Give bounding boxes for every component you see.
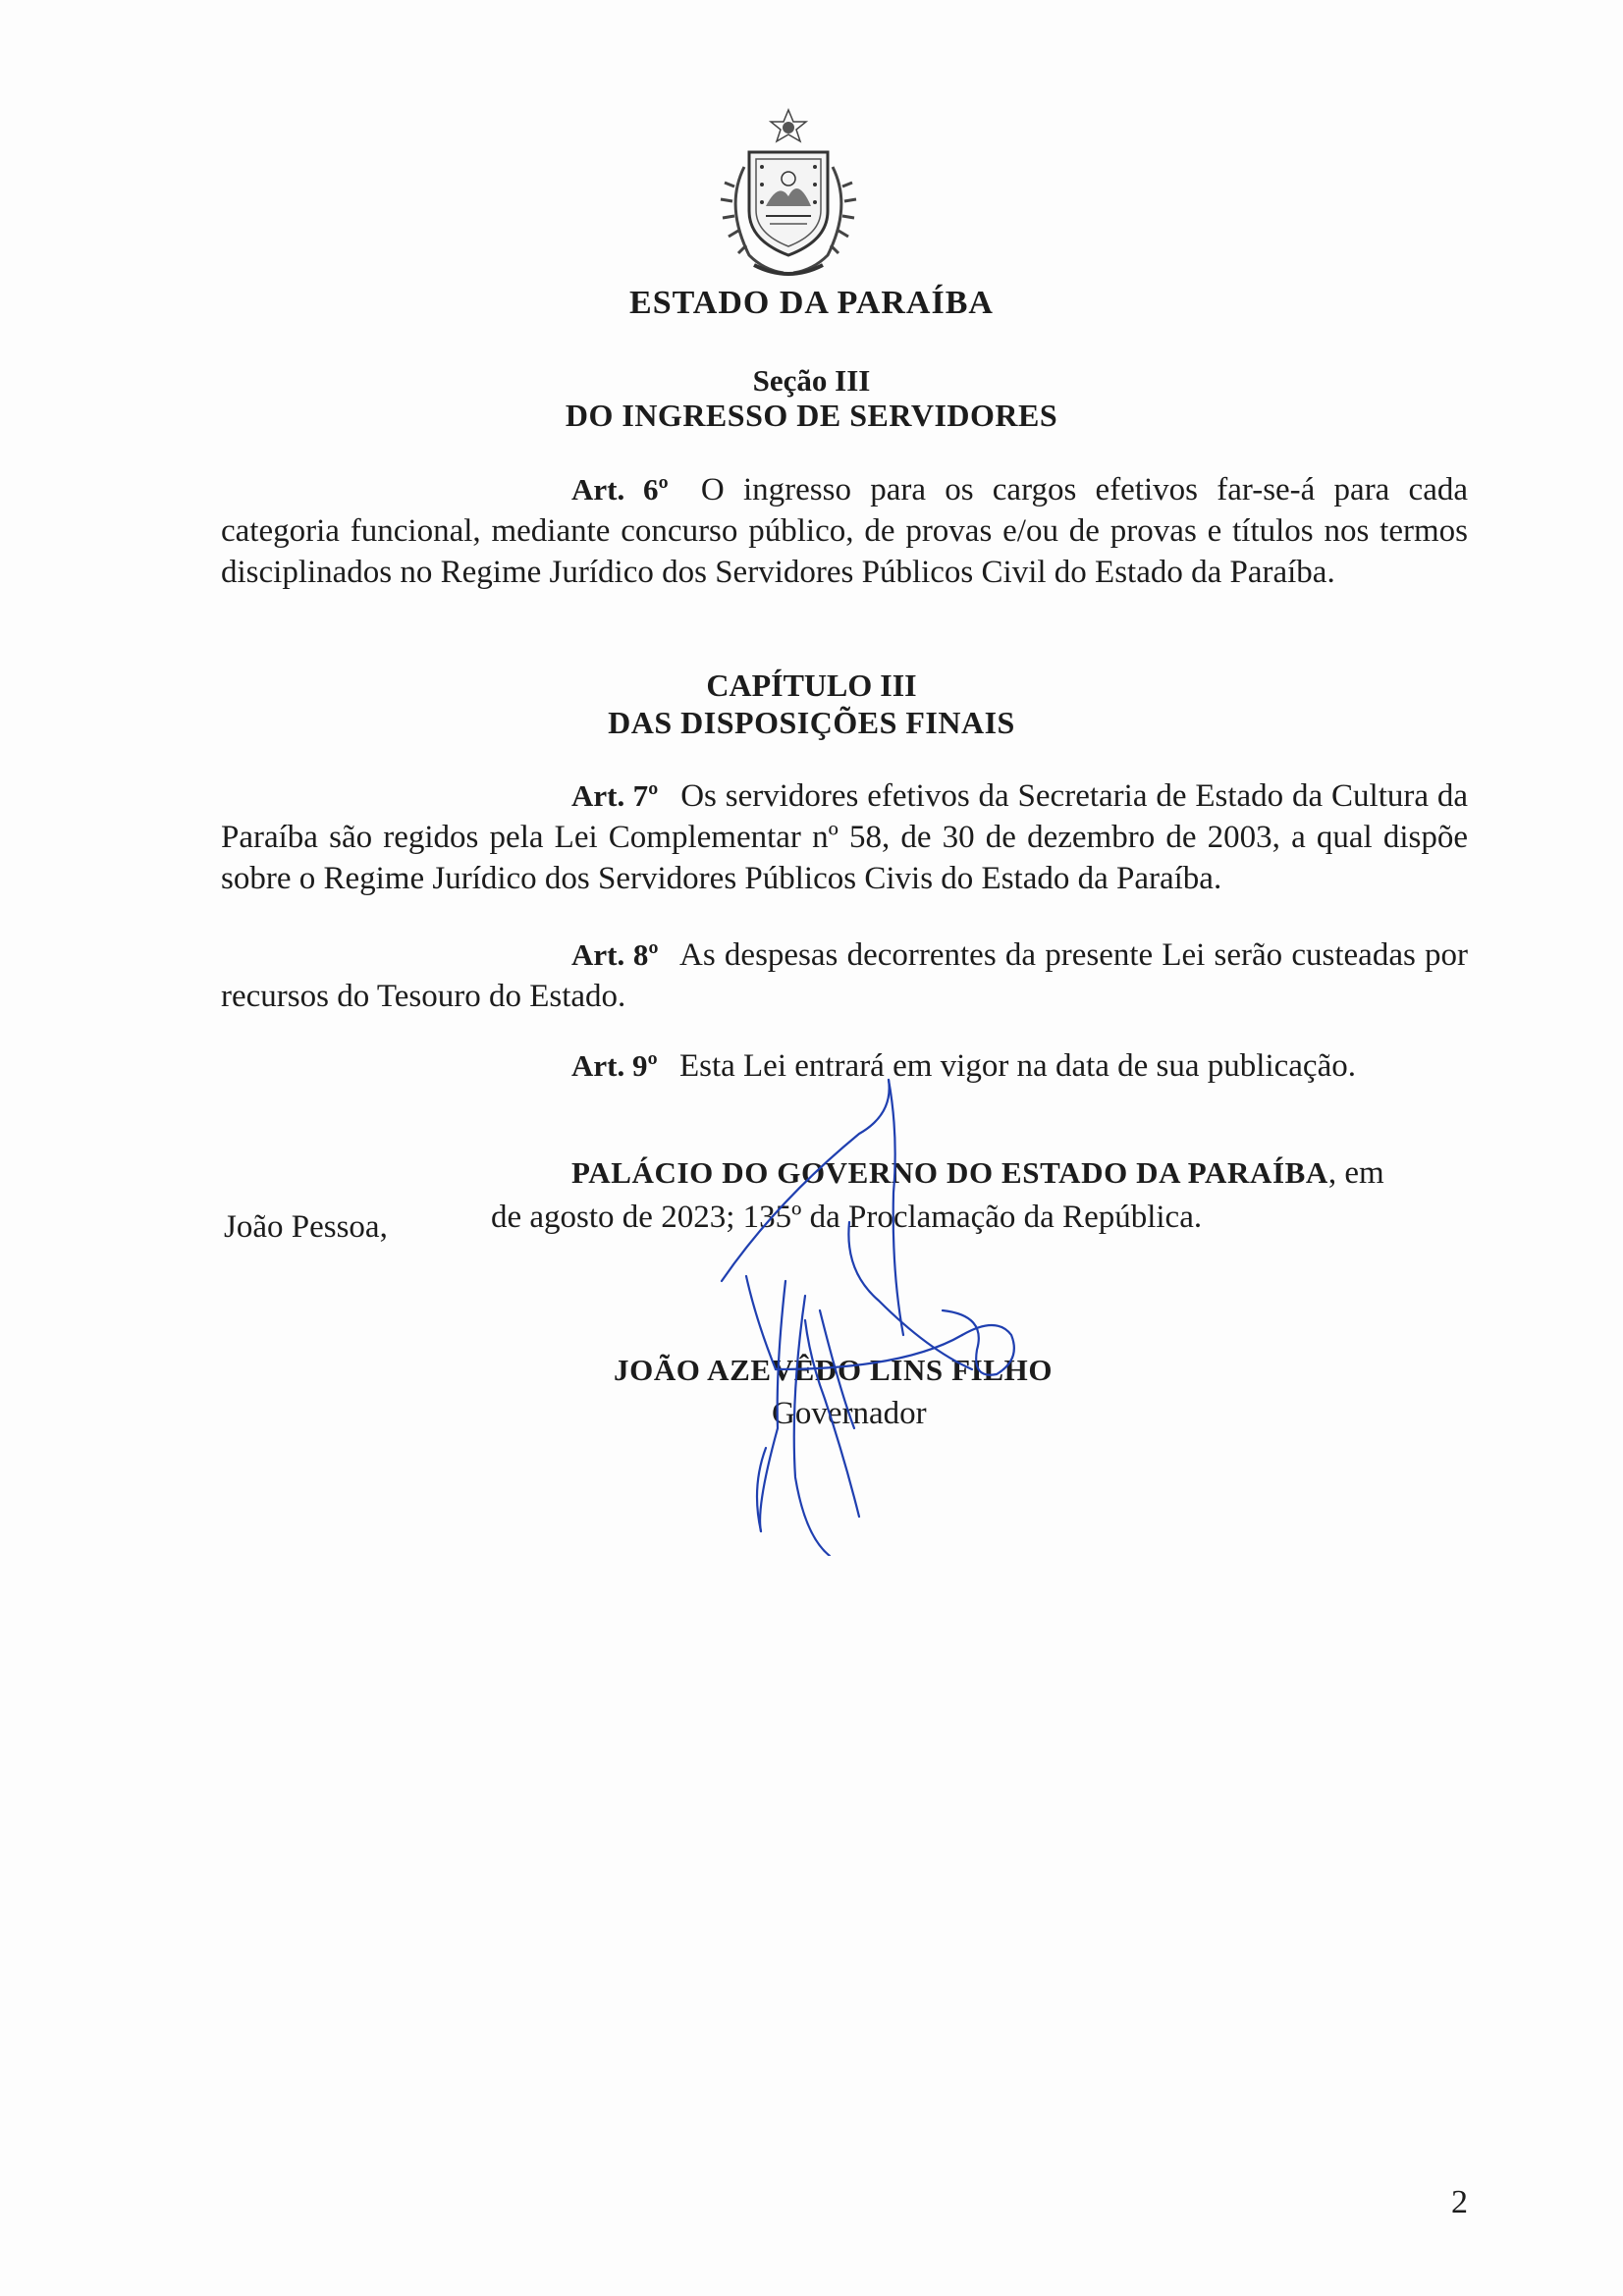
article-7 [221, 775, 1468, 899]
section-title: Seção III [752, 363, 871, 398]
article-7-label: Art. 7º [571, 778, 659, 813]
palace-name: PALÁCIO DO GOVERNO DO ESTADO DA PARAÍBA [571, 1155, 1328, 1190]
signature-strokes [722, 1080, 1014, 1556]
closing-city: João Pessoa, [224, 1209, 388, 1245]
state-name: ESTADO DA PARAÍBA [629, 285, 994, 321]
handwritten-signature [717, 1075, 1129, 1556]
paraiba-coat-of-arms-icon [705, 108, 872, 285]
article-6-label: Art. 6º [571, 472, 669, 507]
article-6 [221, 469, 1468, 593]
article-8 [221, 934, 1468, 1017]
section-subtitle: DO INGRESSO DE SERVIDORES [565, 398, 1058, 433]
chapter-title: CAPÍTULO III [706, 667, 917, 703]
signer-role: Governador [772, 1396, 927, 1431]
article-7-text: Os servidores efetivos da Secretaria de Estado da Cultura da Paraíba são regidos pela Lei Complementar nº 58, de 30 de dezembro de 2003, a qual dispõe sobre o Regime Jurídico dos Servidores Públicos Civis do Estado da Paraíba. [221, 778, 1469, 896]
page-number: 2 [1451, 2184, 1468, 2220]
article-8-text: As despesas decorrentes da presente Lei serão custeadas por recursos do Tesouro do Estado. [221, 937, 1468, 1014]
palace-suffix: , em [1327, 1155, 1384, 1191]
chapter-subtitle: DAS DISPOSIÇÕES FINAIS [608, 705, 1015, 740]
signer-name: JOÃO AZEVÊDO LINS FILHO [614, 1353, 1054, 1387]
article-6-text: O ingresso para os cargos efetivos far-se-á para cada categoria funcional, mediante concurso público, de provas e/ou de provas e títulos nos termos disciplinados no Regime Jurídico dos Servidores Públicos Civil do Estado da Paraíba. [221, 472, 1469, 590]
article-9-label: Art. 9º [571, 1048, 658, 1083]
article-9-text: Esta Lei entrará em vigor na data de sua publicação. [678, 1048, 1356, 1084]
article-8-label: Art. 8º [571, 937, 659, 972]
closing-date: de agosto de 2023; 135º da Proclamação da República. [491, 1200, 1203, 1235]
